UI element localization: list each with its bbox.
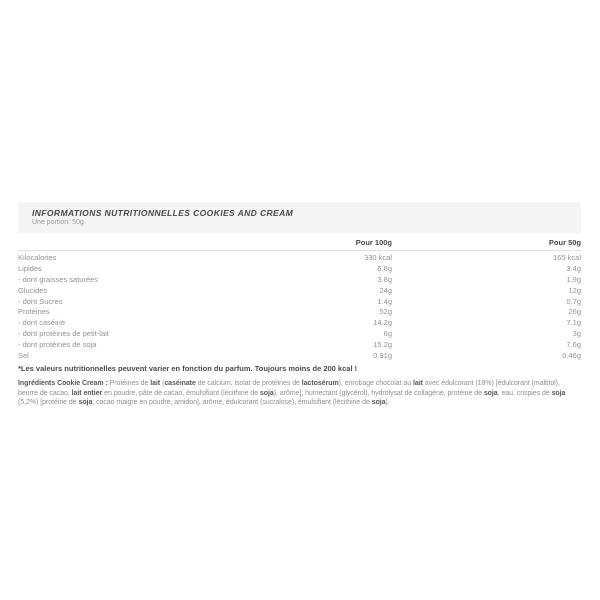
value-per-100g: 52g bbox=[379, 307, 392, 317]
row-label: - dont protéines de soja bbox=[18, 340, 97, 349]
table-row bbox=[18, 296, 581, 307]
column-header-50g: Pour 50g bbox=[392, 237, 581, 251]
row-label: - dont graisses saturées bbox=[18, 274, 99, 284]
value-per-50g: 1.9g bbox=[566, 274, 581, 284]
value-per-100g: 330 kcal bbox=[364, 253, 392, 262]
footnote: *Les valeurs nutritionnelles peuvent varier en fonction du parfum. Toujours moins de 200 kcal ! bbox=[18, 364, 358, 374]
column-header-empty bbox=[18, 237, 218, 251]
value-per-100g: 14.2g bbox=[373, 318, 392, 328]
row-label: - dont Sucres bbox=[18, 296, 63, 306]
value-per-50g: 3g bbox=[572, 329, 581, 339]
value-per-100g: 3.8g bbox=[377, 274, 392, 284]
value-per-50g: 12g bbox=[568, 285, 581, 295]
value-per-100g: 0.91g bbox=[373, 350, 392, 360]
table-row bbox=[18, 339, 581, 350]
row-label: Protéines bbox=[18, 307, 50, 317]
value-per-50g: 7.6g bbox=[566, 340, 581, 349]
section-title: INFORMATIONS NUTRITIONNELLES COOKIES AND CREAM bbox=[32, 208, 294, 218]
nutrition-panel bbox=[18, 202, 581, 408]
value-per-50g: 0.46g bbox=[562, 350, 581, 360]
table-row bbox=[18, 350, 581, 361]
value-per-100g: 6.8g bbox=[377, 263, 392, 273]
row-label: Lipides bbox=[18, 263, 42, 273]
table-row bbox=[18, 328, 581, 339]
table-row bbox=[18, 263, 581, 274]
row-label: - dont caséine bbox=[18, 318, 66, 328]
table-row bbox=[18, 250, 581, 263]
table-row bbox=[18, 318, 581, 329]
table-header-row bbox=[18, 237, 581, 251]
value-per-50g: 26g bbox=[568, 307, 581, 317]
row-label: Glucides bbox=[18, 285, 48, 295]
value-per-50g: 3.4g bbox=[566, 263, 581, 273]
ingredients-paragraph: Ingrédients Cookie Cream : Protéines de lait (caséinate de calcium, isolat de protéines de lactosérum), enrobage chocolat au lait avec édulcorant (18%) [édulcorant (maltitol), beurre de cacao, lait entier en poudre, pâte de cacao, émulsifiant (lécithine de soja), arôme], humectant (glycérol), hydrolysat de collagène, protéine de soja, eau, crispies de soja (5,2%) [protéine de soja, cacao maigre en poudre, amidon], arôme, édulcorant (sucralose), émulsifiant (lécithine de soja). bbox=[18, 380, 566, 407]
value-per-50g: 0.7g bbox=[566, 296, 581, 306]
portion-note: Une portion: 50g bbox=[32, 219, 84, 226]
table-row bbox=[18, 274, 581, 285]
section-header bbox=[18, 202, 581, 233]
value-per-100g: 6g bbox=[383, 329, 392, 339]
table-row bbox=[18, 285, 581, 296]
value-per-100g: 24g bbox=[379, 285, 392, 295]
row-label: Kilocalories bbox=[18, 253, 57, 262]
table-row bbox=[18, 307, 581, 318]
nutrition-table-body bbox=[18, 250, 581, 361]
column-header-100g: Pour 100g bbox=[218, 237, 392, 251]
value-per-100g: 15.2g bbox=[373, 340, 392, 349]
value-per-100g: 1.4g bbox=[377, 296, 392, 306]
row-label: Sel bbox=[18, 350, 29, 360]
nutrition-table bbox=[18, 237, 581, 362]
row-label: - dont protéines de petit-lait bbox=[18, 329, 109, 339]
value-per-50g: 7.1g bbox=[566, 318, 581, 328]
value-per-50g: 165 kcal bbox=[553, 253, 581, 262]
